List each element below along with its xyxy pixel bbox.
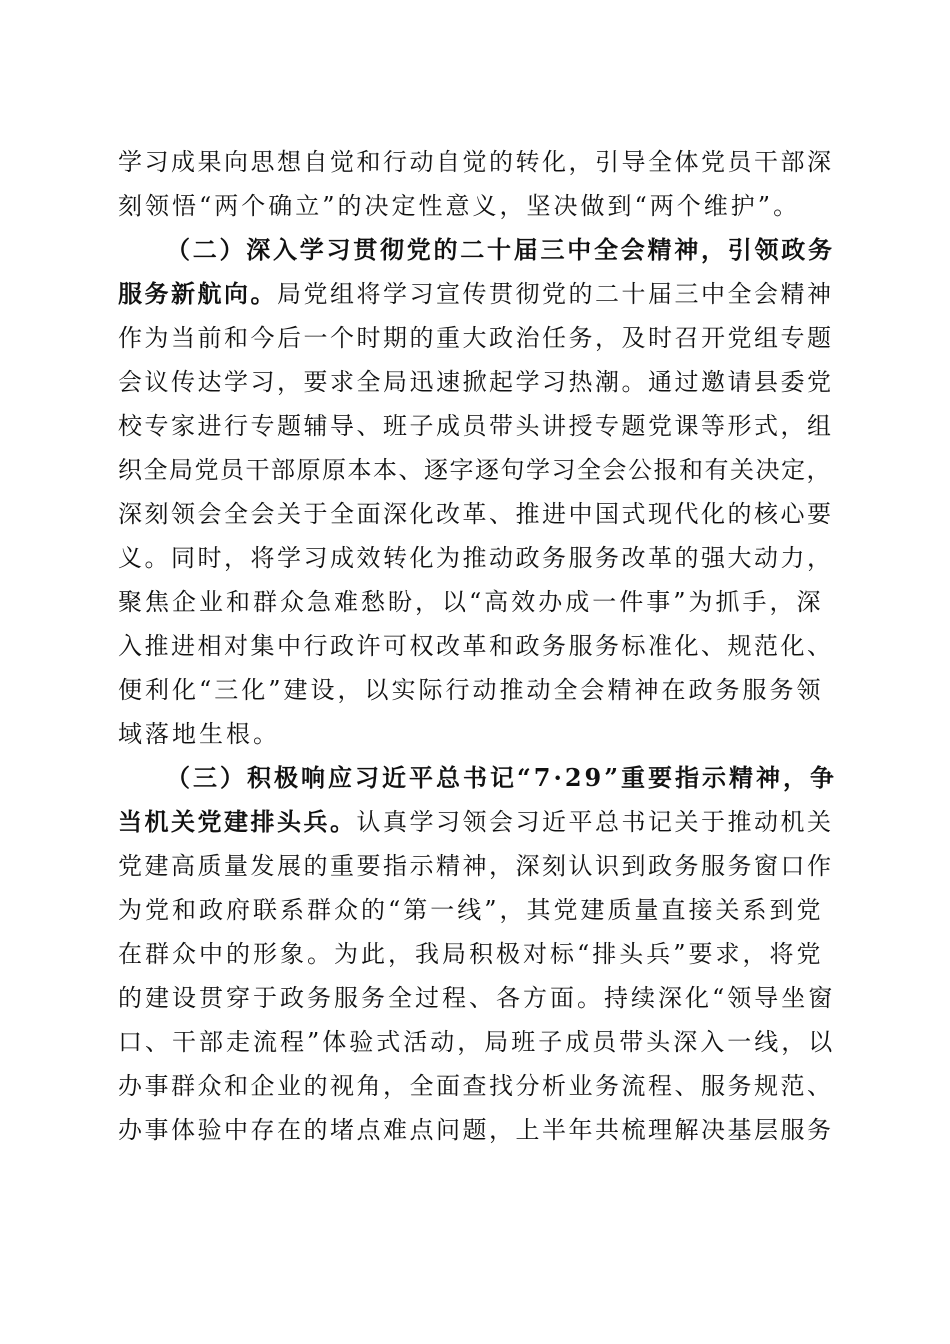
text-line xyxy=(118,888,838,932)
text-run: 作为当前和今后一个时期的重大政治任务，及时召开党组专题 xyxy=(118,324,834,352)
text-run: 办事群众和企业的视角，全面查找分析业务流程、服务规范、 xyxy=(118,1072,834,1100)
text-run: 校专家进行专题辅导、班子成员带头讲授专题党课等形式，组 xyxy=(118,412,834,440)
section-heading-tail: 服务新航向。 xyxy=(118,279,277,308)
text-line xyxy=(118,844,838,888)
text-line xyxy=(118,140,838,184)
text-line xyxy=(118,976,838,1020)
text-run: 入推进相对集中行政许可权改革和政务服务标准化、规范化、 xyxy=(118,632,834,660)
text-line xyxy=(118,492,838,536)
text-line xyxy=(118,360,838,404)
section-heading-line xyxy=(118,228,838,272)
text-line xyxy=(118,624,838,668)
section-heading-line xyxy=(118,756,838,800)
text-run: 办事体验中存在的堵点难点问题，上半年共梳理解决基层服务 xyxy=(118,1116,834,1144)
text-run: 聚焦企业和群众急难愁盼，以“高效办成一件事”为抓手，深 xyxy=(118,588,824,616)
text-run: 在群众中的形象。为此，我局积极对标“排头兵”要求，将党 xyxy=(118,940,824,968)
text-line xyxy=(118,1020,838,1064)
text-line xyxy=(118,184,838,228)
text-run: 刻领悟“两个确立”的决定性意义，坚决做到“两个维护”。 xyxy=(118,192,801,220)
text-line xyxy=(118,580,838,624)
text-line xyxy=(118,316,838,360)
text-run: 域落地生根。 xyxy=(118,720,280,748)
text-run: 学习成果向思想自觉和行动自觉的转化，引导全体党员干部深 xyxy=(118,148,834,176)
text-line xyxy=(118,712,838,756)
text-line xyxy=(118,272,838,316)
text-run: 的建设贯穿于政务服务全过程、各方面。持续深化“领导坐窗 xyxy=(118,984,836,1012)
text-line xyxy=(118,932,838,976)
text-line xyxy=(118,800,838,844)
text-run: 局党组将学习宣传贯彻党的二十届三中全会精神 xyxy=(277,280,834,308)
text-run: 口、干部走流程”体验式活动，局班子成员带头深入一线，以 xyxy=(118,1028,836,1056)
text-run: 为党和政府联系群众的“第一线”，其党建质量直接关系到党 xyxy=(118,896,824,924)
text-line xyxy=(118,1108,838,1152)
text-run: 深刻领会全会关于全面深化改革、推进中国式现代化的核心要 xyxy=(118,500,834,528)
text-run: 织全局党员干部原原本本、逐字逐句学习全会公报和有关决定， xyxy=(118,456,832,484)
document-body xyxy=(118,140,838,1152)
text-run: 党建高质量发展的重要指示精神，深刻认识到政务服务窗口作 xyxy=(118,852,834,880)
section-heading: （三）积极响应习近平总书记“7·29”重要指示精神，争 xyxy=(166,763,838,792)
section-heading-tail: 当机关党建排头兵。 xyxy=(118,807,357,836)
text-run: 义。同时，将学习成效转化为推动政务服务改革的强大动力， xyxy=(118,544,834,572)
text-run: 认真学习领会习近平总书记关于推动机关 xyxy=(356,808,834,836)
text-line xyxy=(118,1064,838,1108)
text-line xyxy=(118,668,838,712)
text-run: 便利化“三化”建设，以实际行动推动全会精神在政务服务领 xyxy=(118,676,824,704)
text-run: 会议传达学习，要求全局迅速掀起学习热潮。通过邀请县委党 xyxy=(118,368,834,396)
text-line xyxy=(118,448,838,492)
text-line xyxy=(118,536,838,580)
section-heading: （二）深入学习贯彻党的二十届三中全会精神，引领政务 xyxy=(166,235,835,264)
text-line xyxy=(118,404,838,448)
